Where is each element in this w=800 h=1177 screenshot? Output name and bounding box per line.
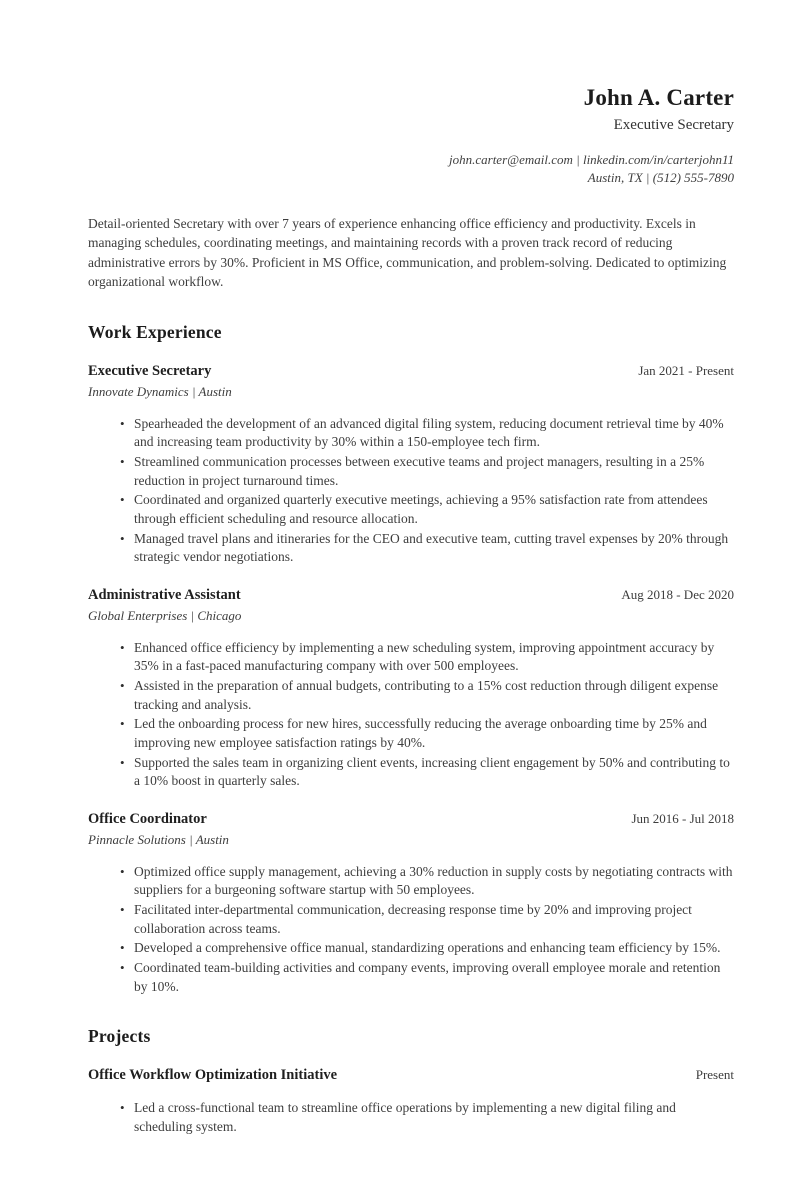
job-title: Office Coordinator <box>88 810 207 827</box>
project-dates: Present <box>695 1067 734 1083</box>
job-bullet: • Assisted in the preparation of annual budgets, contributing to a 15% cost reduction through diligent expense tracking and analysis. <box>134 677 734 714</box>
job-bullet: • Streamlined communication processes between executive teams and project managers, resulting in a 25% reduction in project turnaround times. <box>134 453 734 490</box>
contact-line-email-linkedin: john.carter@email.com | linkedin.com/in/carterjohn11 <box>449 152 734 168</box>
job-dates: Jun 2016 - Jul 2018 <box>631 810 734 826</box>
project-bullet: • Led a cross-functional team to streamline office operations by implementing a new digital filing and scheduling system. <box>134 1099 734 1136</box>
job-bullet-list <box>88 863 734 996</box>
job-bullet: • Optimized office supply management, achieving a 30% reduction in supply costs by negotiating contracts with suppliers for a burgeoning software startup with 50 employees. <box>134 863 734 900</box>
job-dates: Aug 2018 - Dec 2020 <box>621 586 734 602</box>
job-bullet: • Supported the sales team in organizing client events, increasing client engagement by 50% and contributing to a 10% boost in quarterly sales. <box>134 754 734 791</box>
summary-paragraph: Detail-oriented Secretary with over 7 years of experience enhancing office efficiency and productivity. Excels in managing schedules, coordinating meetings, and maintaining records with a proven track record of reducing administrative errors by 30%. Proficient in MS Office, communication, and problem-solving. Dedicated to optimizing organizational workflow. <box>88 215 727 290</box>
job-head <box>88 363 734 380</box>
work-experience-heading: Work Experience <box>88 321 222 342</box>
job-bullet: • Coordinated and organized quarterly executive meetings, achieving a 95% satisfaction rate from attendees through efficient scheduling and resource allocation. <box>134 491 734 528</box>
job-bullet: • Facilitated inter-departmental communication, decreasing response time by 20% and improving project collaboration across teams. <box>134 901 734 938</box>
job-bullet: • Managed travel plans and itineraries for the CEO and executive team, cutting travel expenses by 20% through strategic vendor negotiations. <box>134 530 734 567</box>
job-bullet: • Enhanced office efficiency by implementing a new scheduling system, improving appointment accuracy by 35% in a fast-paced manufacturing company with over 500 employees. <box>134 639 734 676</box>
job-bullet-list <box>88 415 734 567</box>
job-bullet-list <box>88 639 734 791</box>
contact-block <box>88 151 734 186</box>
resume-header <box>88 85 734 187</box>
person-name: John A. Carter <box>583 85 734 110</box>
section-work-experience <box>88 322 734 996</box>
job-bullet: • Spearheaded the development of an advanced digital filing system, reducing document retrieval time by 40% and increasing team productivity by 30% within a 150-employee tech firm. <box>134 415 734 452</box>
person-title: Executive Secretary <box>613 117 734 134</box>
projects-heading: Projects <box>88 1026 151 1047</box>
job-dates: Jan 2021 - Present <box>638 362 734 378</box>
job-entry-executive-secretary <box>88 363 734 567</box>
job-company: Pinnacle Solutions | Austin <box>88 831 229 847</box>
job-bullet: • Coordinated team-building activities and company events, improving overall employee morale and retention by 10%. <box>134 959 734 996</box>
project-head <box>88 1067 734 1084</box>
job-entry-administrative-assistant <box>88 587 734 791</box>
job-title: Administrative Assistant <box>88 586 241 603</box>
job-bullet: • Led the onboarding process for new hires, successfully reducing the average onboarding time by 25% and improving new employee satisfaction ratings by 40%. <box>134 715 734 752</box>
section-projects <box>88 1026 734 1136</box>
job-head <box>88 587 734 604</box>
project-entry-office-workflow <box>88 1067 734 1136</box>
job-entry-office-coordinator <box>88 811 734 996</box>
contact-line-location-phone: Austin, TX | (512) 555-7890 <box>587 169 734 185</box>
job-bullet: • Developed a comprehensive office manual, standardizing operations and enhancing team efficiency by 15%. <box>134 939 734 958</box>
job-company: Global Enterprises | Chicago <box>88 607 242 623</box>
job-title: Executive Secretary <box>88 362 212 379</box>
project-title: Office Workflow Optimization Initiative <box>88 1067 338 1084</box>
job-head <box>88 811 734 828</box>
job-company: Innovate Dynamics | Austin <box>88 383 232 399</box>
